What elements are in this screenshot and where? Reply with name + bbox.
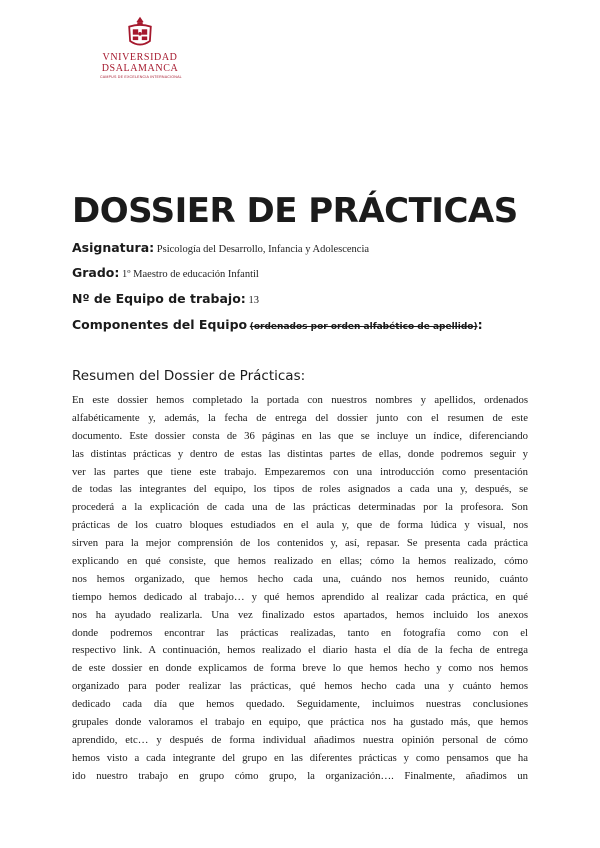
summary-line: alfabéticamente y, además, la fecha de entrega del dossier junto con el resumen de este <box>72 411 528 424</box>
componentes-struck-note: (ordenados por orden alfabético de apellido) <box>249 322 478 332</box>
summary-line: grupales donde valoramos el trabajo en equipo, que práctica nos ha gustado más, que hemos <box>72 716 528 729</box>
summary-line: documento. Este dossier consta de 36 páginas en las que se incluye un índice, diferenciando <box>72 429 528 442</box>
document-title: DOSSIER DE PRÁCTICAS <box>72 191 518 231</box>
field-asignatura <box>72 240 369 255</box>
equipo-label: Nº de Equipo de trabajo: <box>72 291 246 306</box>
summary-line: ver las partes que tiene este trabajo. Empezaremos con una introducción como presentación <box>72 465 528 478</box>
summary-line: nos ha ayudado realizarla. Una vez finalizado estos apartados, hemos incluido los anexos <box>72 608 528 621</box>
summary-line: aprendido, etc… y después de forma individual añadimos nuestra opinión personal de cómo <box>72 733 528 746</box>
asignatura-label: Asignatura: <box>72 240 155 255</box>
summary-line: tiempo hemos dedicado al trabajo… y qué hemos aprendido al realizar cada práctica, en qué <box>72 590 528 603</box>
grado-label: Grado: <box>72 265 120 280</box>
componentes-label: Componentes del Equipo <box>72 317 248 332</box>
summary-line: de este dossier en donde explicamos de forma breve lo que hemos hecho y como nos hemos <box>72 662 528 675</box>
summary-heading: Resumen del Dossier de Prácticas: <box>72 368 306 384</box>
field-componentes <box>72 317 483 332</box>
summary-line: dedicado cada día que hemos quedado. Seguidamente, incluimos nuestras conclusiones <box>72 698 528 711</box>
summary-line: respectivo link. A continuación, hemos realizado el diario hasta el día de la fecha de entrega <box>72 644 528 657</box>
summary-line: explicando en qué consiste, que hemos realizado en ellas; cómo la hemos realizado, cómo <box>72 555 528 568</box>
summary-line: sirven para la mejor comprensión de los contenidos y, así, repasar. Se presenta cada práctica <box>72 537 528 550</box>
field-equipo <box>72 291 259 306</box>
asignatura-value: Psicología del Desarrollo, Infancia y Adolescencia <box>156 244 370 255</box>
grado-value: 1º Maestro de educación Infantil <box>122 269 259 280</box>
university-logo <box>100 14 180 80</box>
logo-line-1: VNIVERSIDAD <box>102 52 178 63</box>
summary-line: procederá a la explicación de cada una de las prácticas determinadas por la profesora. Son <box>72 501 528 514</box>
summary-line: organizado para poder realizar las prácticas, qué hemos hecho cada una y cuánto hemos <box>72 680 528 693</box>
logo-line-2: DSALAMANCA <box>101 63 179 74</box>
summary-line: hemos visto a cada integrante del grupo en las diferentes prácticas y como pensamos que ha <box>72 751 528 764</box>
university-seal-icon <box>122 14 158 50</box>
field-grado <box>72 265 259 280</box>
summary-line: ido nuestro trabajo en grupo cómo grupo, la organización…. Finalmente, añadimos un <box>72 769 528 782</box>
summary-line: prácticas de los cuatro bloques estudiados en el aula y, que de forma lúdica y visual, nos <box>72 519 528 532</box>
summary-line: las distintas prácticas y dentro de estas las distintas partes de ellas, donde podremos seguir y <box>72 447 528 460</box>
equipo-value: 13 <box>248 295 259 306</box>
componentes-colon: : <box>477 317 483 332</box>
summary-line: En este dossier hemos completado la portada con nuestros nombres y apellidos, ordenados <box>72 394 528 406</box>
summary-line: de todas las integrantes del equipo, los tipos de roles asignados a cada una y, después, se <box>72 483 528 496</box>
summary-line: donde podremos encontrar las prácticas realizadas, tanto en fotografía como con el <box>72 626 528 639</box>
summary-line: nos hemos organizado, que hemos hecho cada una, cuándo nos hemos reunido, cuánto <box>72 572 528 585</box>
summary-body <box>72 392 528 786</box>
logo-subtitle: CAMPUS DE EXCELENCIA INTERNACIONAL <box>100 75 182 79</box>
